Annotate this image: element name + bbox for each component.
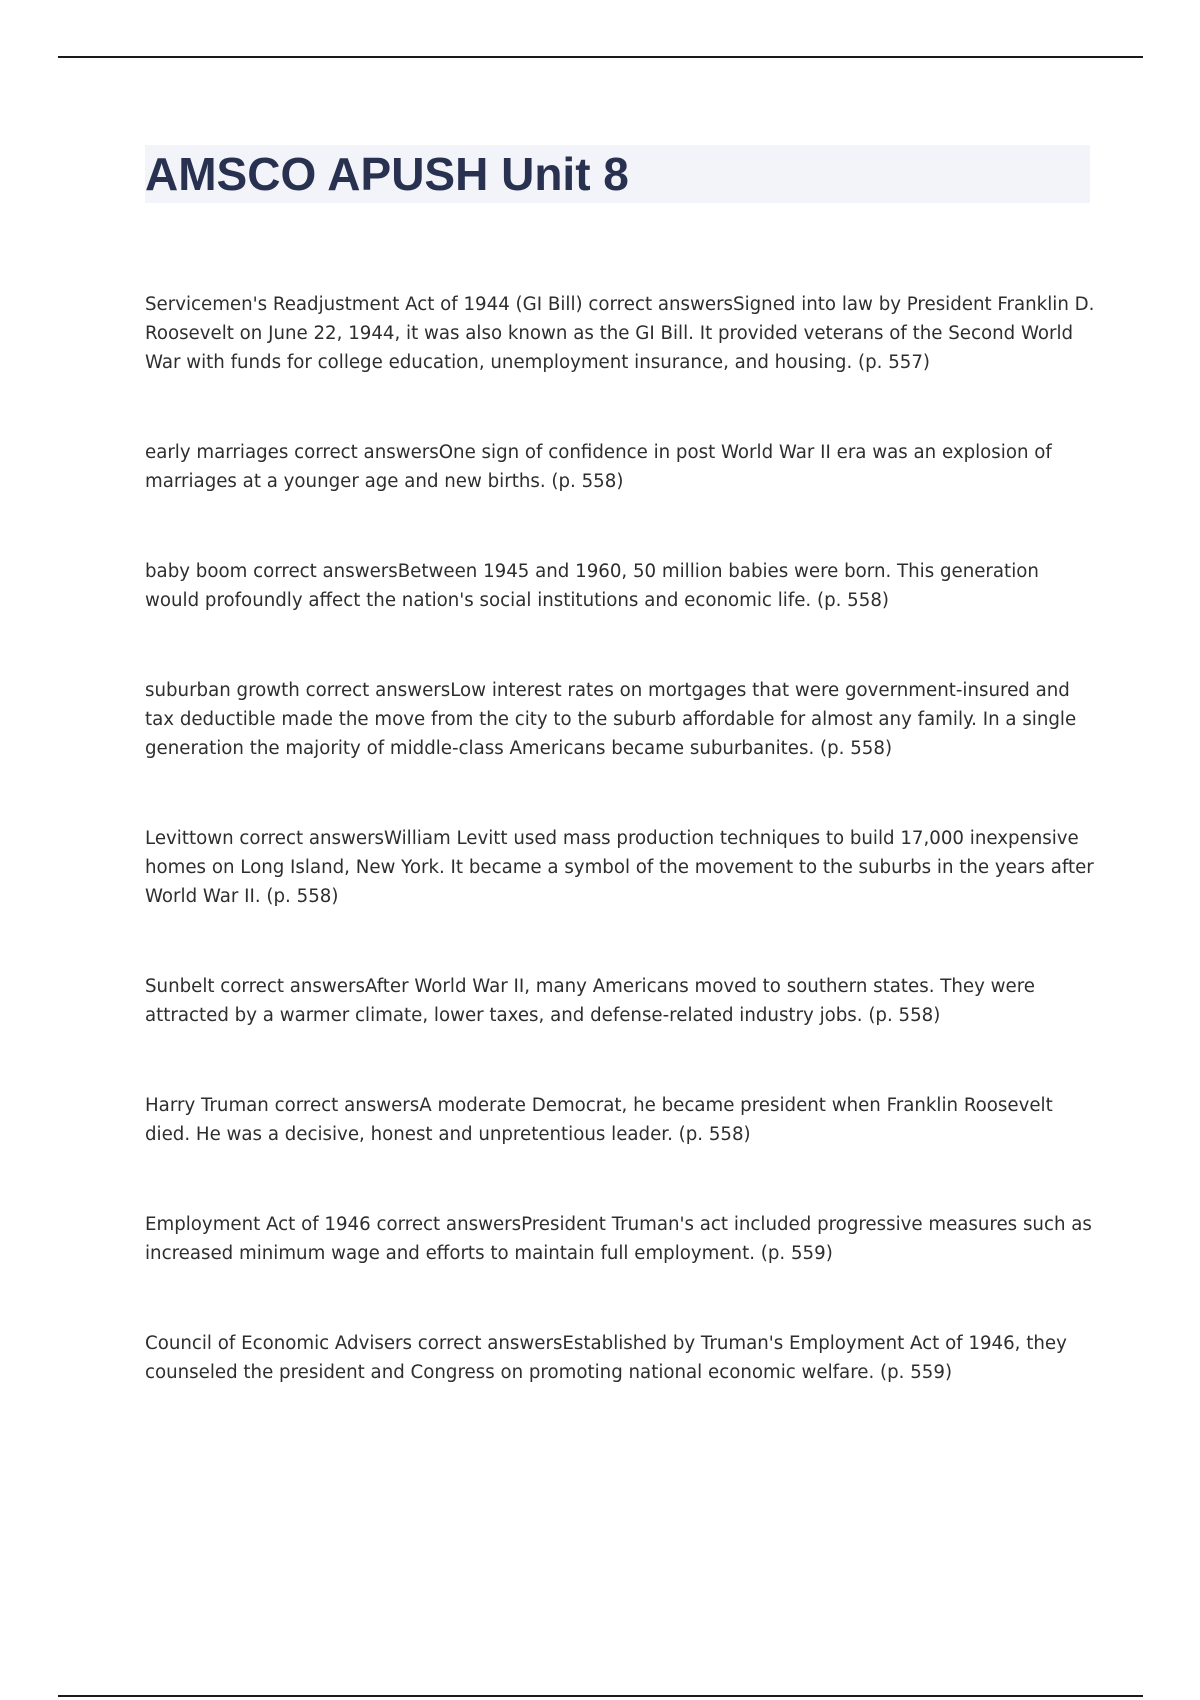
entry-spacer (145, 496, 1095, 557)
entry-spacer (145, 1030, 1095, 1091)
entry-spacer (145, 911, 1095, 972)
entry-spacer (145, 615, 1095, 676)
entry-spacer (145, 763, 1095, 824)
entry-baby-boom: baby boom correct answersBetween 1945 and 1960, 50 million babies were born. This generation would profoundly affect the nation's social institutions and economic life. (p. 558) (145, 561, 1039, 611)
top-horizontal-rule (58, 56, 1143, 58)
page-title: AMSCO APUSH Unit 8 (145, 148, 629, 200)
bottom-horizontal-rule (58, 1695, 1143, 1697)
entry-spacer (145, 377, 1095, 438)
entry-sunbelt: Sunbelt correct answersAfter World War II, many Americans moved to southern states. They were attracted by a warmer climate, lower taxes, and defense-related industry jobs. (p. 558) (145, 976, 1035, 1026)
entry-harry-truman: Harry Truman correct answersA moderate Democrat, he became president when Franklin Roosevelt died. He was a decisive, honest and unpretentious leader. (p. 558) (145, 1095, 1053, 1145)
entry-levittown: Levittown correct answersWilliam Levitt used mass production techniques to build 17,000 inexpensive homes on Long Island, New York. It became a symbol of the movement to the suburbs in the years after World War II. (p. 558) (145, 828, 1094, 907)
entry-employment-act-1946: Employment Act of 1946 correct answersPresident Truman's act included progressive measures such as increased minimum wage and efforts to maintain full employment. (p. 559) (145, 1214, 1092, 1264)
entry-council-of-economic-advisers: Council of Economic Advisers correct answersEstablished by Truman's Employment Act of 1946, they counseled the president and Congress on promoting national economic welfare. (p. 559) (145, 1333, 1067, 1383)
entry-spacer (145, 1149, 1095, 1210)
flashcard-entries-list (145, 290, 1095, 1387)
entry-gi-bill: Servicemen's Readjustment Act of 1944 (GI Bill) correct answersSigned into law by President Franklin D. Roosevelt on June 22, 1944, it was also known as the GI Bill. It provided veterans of the Second World War with funds for college education, unemployment insurance, and housing. (p. 557) (145, 294, 1095, 373)
entry-spacer (145, 1268, 1095, 1329)
entry-early-marriages: early marriages correct answersOne sign of confidence in post World War II era was an explosion of marriages at a younger age and new births. (p. 558) (145, 442, 1052, 492)
entry-suburban-growth: suburban growth correct answersLow interest rates on mortgages that were government-insured and tax deductible made the move from the city to the suburb affordable for almost any family. In a single generation the majority of middle-class Americans became suburbanites. (p. 558) (145, 680, 1077, 759)
